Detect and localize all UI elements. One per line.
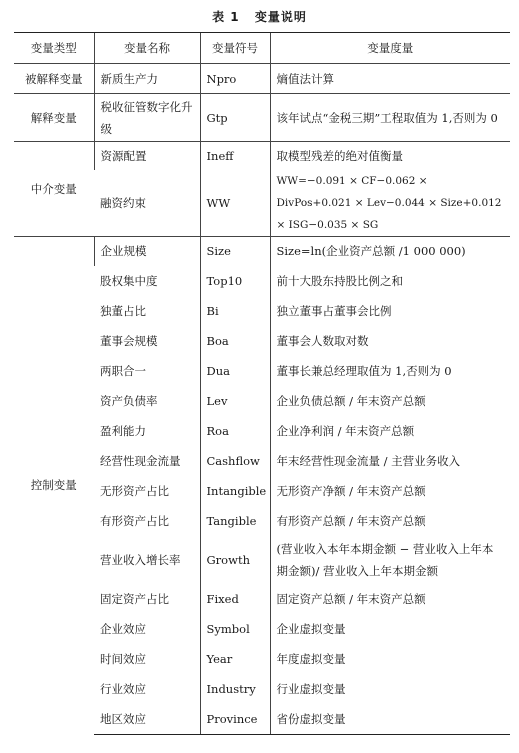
variable-measure-cell: 固定资产总额 / 年末资产总额 <box>270 584 510 614</box>
variable-measure-cell: 行业虚拟变量 <box>270 674 510 704</box>
variable-symbol-cell: Industry <box>200 674 270 704</box>
variable-measure-cell: 该年试点“金税三期”工程取值为 1,否则为 0 <box>270 94 510 142</box>
variable-measure-cell: (营业收入本年本期金额 − 营业收入上年本期金额)/ 营业收入上年本期金额 <box>270 536 510 584</box>
variable-measure-cell: 前十大股东持股比例之和 <box>270 266 510 296</box>
variable-symbol-cell: WW <box>200 170 270 237</box>
variable-name-cell: 新质生产力 <box>94 64 200 94</box>
table-caption <box>0 8 519 25</box>
variable-measure-cell: 年度虚拟变量 <box>270 644 510 674</box>
variable-symbol-cell: Growth <box>200 536 270 584</box>
variable-symbol-cell: Npro <box>200 64 270 94</box>
variable-symbol-cell: Intangible <box>200 476 270 506</box>
variable-measure-cell: WW=−0.091 × CF−0.062 × DivPos+0.021 × Lev−0.044 × Size+0.012 × ISG−0.035 × SG <box>270 170 510 237</box>
variable-symbol-cell: Tangible <box>200 506 270 536</box>
variable-name-cell: 行业效应 <box>100 682 146 696</box>
variable-measure-cell: 取模型残差的绝对值衡量 <box>270 142 510 170</box>
variable-name-cell: 股权集中度 <box>100 274 158 288</box>
variable-measure-cell: 熵值法计算 <box>270 64 510 94</box>
table-row <box>14 236 510 266</box>
variable-type-cell: 被解释变量 <box>14 64 94 94</box>
variable-measure-cell: 有形资产总额 / 年末资产总额 <box>270 506 510 536</box>
variable-symbol-cell: Boa <box>200 326 270 356</box>
variable-measure-cell: 董事长兼总经理取值为 1,否则为 0 <box>270 356 510 386</box>
table-row <box>14 64 510 94</box>
variable-name-cell: 两职合一 <box>100 364 146 378</box>
variable-measure-cell: 董事会人数取对数 <box>270 326 510 356</box>
variable-name-cell: 融资约束 <box>100 195 146 210</box>
variable-name-cell: 盈利能力 <box>100 424 146 438</box>
variable-name-cell: 企业规模 <box>94 236 200 266</box>
variable-symbol-cell: Gtp <box>200 94 270 142</box>
variable-table <box>14 32 510 735</box>
variable-name-cell: 地区效应 <box>94 704 200 734</box>
variable-measure-cell: 年末经营性现金流量 / 主营业务收入 <box>270 446 510 476</box>
table-title: 变量说明 <box>254 10 307 24</box>
variable-name-cell: 时间效应 <box>100 652 146 666</box>
variable-symbol-cell: Cashflow <box>200 446 270 476</box>
table-body <box>14 64 510 735</box>
variable-name-cell: 无形资产占比 <box>100 484 169 498</box>
table-row <box>14 142 510 170</box>
variable-type-cell: 解释变量 <box>14 94 94 142</box>
header-symbol: 变量符号 <box>200 33 270 64</box>
variable-symbol-cell: Size <box>200 236 270 266</box>
variable-name-cell: 独董占比 <box>100 304 146 318</box>
variable-name-cell: 固定资产占比 <box>100 592 169 606</box>
variable-name-cell: 资源配置 <box>94 142 200 170</box>
variable-name-cell: 有形资产占比 <box>100 514 169 528</box>
variable-symbol-cell: Lev <box>200 386 270 416</box>
variable-measure-cell: 无形资产净额 / 年末资产总额 <box>270 476 510 506</box>
variable-symbol-cell: Top10 <box>200 266 270 296</box>
variable-name-cell: 营业收入增长率 <box>100 553 181 567</box>
header-type: 变量类型 <box>14 33 94 64</box>
variable-symbol-cell: Bi <box>200 296 270 326</box>
variable-name-cell: 资产负债率 <box>100 394 158 408</box>
variable-symbol-cell: Province <box>200 704 270 734</box>
variable-symbol-cell: Year <box>200 644 270 674</box>
variable-measure-cell: 独立董事占董事会比例 <box>270 296 510 326</box>
header-measure: 变量度量 <box>270 33 510 64</box>
variable-name-cell: 经营性现金流量 <box>100 454 181 468</box>
variable-measure-cell: 企业净利润 / 年末资产总额 <box>270 416 510 446</box>
variable-symbol-cell: Symbol <box>200 614 270 644</box>
variable-symbol-cell: Roa <box>200 416 270 446</box>
header-name: 变量名称 <box>94 33 200 64</box>
variable-name-cell: 税收征管数字化升级 <box>94 94 200 142</box>
variable-measure-cell: 企业虚拟变量 <box>270 614 510 644</box>
variable-measure-cell: 省份虚拟变量 <box>270 704 510 734</box>
variable-name-cell: 董事会规模 <box>100 334 158 348</box>
variable-name-cell: 企业效应 <box>100 622 146 636</box>
variable-symbol-cell: Fixed <box>200 584 270 614</box>
variable-type-cell: 控制变量 <box>14 236 94 734</box>
table-number: 表 1 <box>212 10 240 24</box>
variable-measure-cell: 企业负债总额 / 年末资产总额 <box>270 386 510 416</box>
variable-measure-cell: Size=ln(企业资产总额 /1 000 000) <box>270 236 510 266</box>
table-row <box>14 94 510 142</box>
header-row <box>14 33 510 64</box>
variable-symbol-cell: Ineff <box>200 142 270 170</box>
variable-symbol-cell: Dua <box>200 356 270 386</box>
variable-type-cell: 中介变量 <box>14 142 94 237</box>
